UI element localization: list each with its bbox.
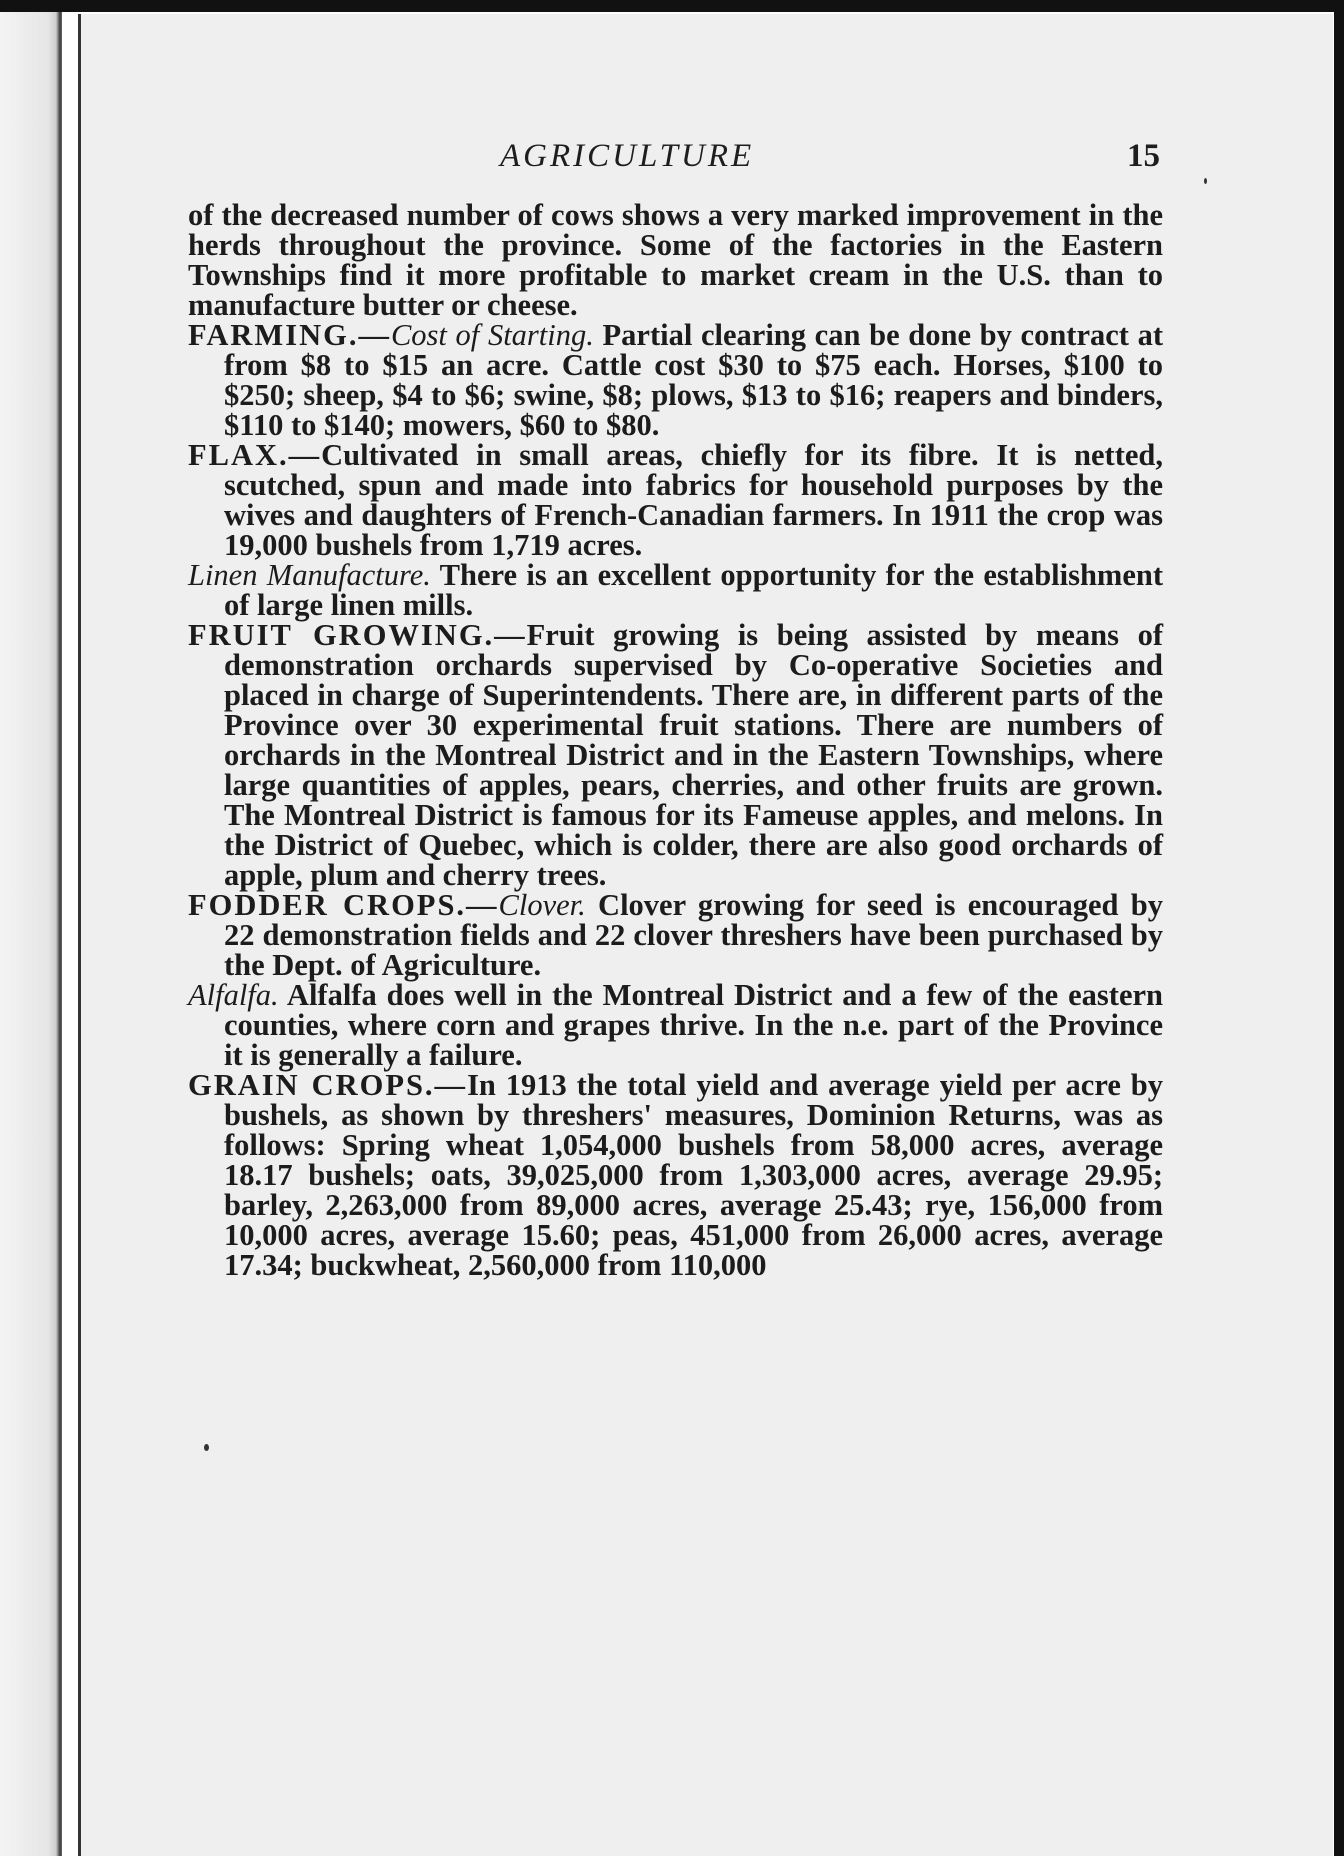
scan-top-edge — [0, 0, 1344, 12]
scan-speck — [204, 1444, 209, 1451]
paragraph-text: Partial clearing can be done by contract at from $8 to $15 an acre. Cattle cost $30 to $75 each. Horses, $100 to $250; sheep, $4 to $6; swine, $8; plows, $13 to $16; reapers and binders, $110 to $140; mowers, $60 to $80. — [224, 318, 1164, 442]
section-heading-fodder-crops: FODDER CROPS.— — [188, 888, 499, 922]
page-header — [500, 138, 1160, 178]
section-heading-fruit-growing: FRUIT GROWING.— — [188, 618, 527, 652]
paragraph-fodder — [188, 890, 1163, 980]
paragraph-text: In 1913 the total yield and average yield per acre by bushels, as shown by threshers' measures, Dominion Returns, was as follows: Spring wheat 1,054,000 bushels from 58,000 acres, average 18.17 bushels; oats, 39,025,000 from 1,303,000 acres, average 29.95; barley, 2,263,000 from 89,000 acres, average 25.43; rye, 156,000 from 10,000 acres, average 15.60; peas, 451,000 from 26,000 acres, average 17.34; buckwheat, 2,560,000 from 110,000 — [224, 1068, 1163, 1282]
subheading-alfalfa: Alfalfa. — [188, 978, 279, 1012]
paragraph-farming — [188, 320, 1163, 440]
paragraph-text: Cultivated in small areas, chiefly for its fibre. It is netted, scutched, spun and made into fabrics for household purposes by the wives and daughters of French-Canadian farmers. In 1911 the crop was 19,000 bushels from 1,719 acres. — [224, 438, 1163, 562]
subheading-cost-of-starting: Cost of Starting. — [390, 318, 594, 352]
page-body — [188, 200, 1163, 1280]
paragraph-text: Clover growing for seed is encouraged by 22 demonstration fields and 22 clover threshers have been purchased by the Dept. of Agriculture. — [224, 888, 1163, 982]
page-number: 15 — [1127, 138, 1160, 174]
paragraph-flax — [188, 440, 1163, 560]
paragraph-linen — [188, 560, 1163, 620]
section-heading-flax: FLAX.— — [188, 438, 322, 472]
section-heading-grain-crops: GRAIN CROPS.— — [188, 1068, 468, 1102]
subheading-linen-manufacture: Linen Manufacture. — [188, 558, 431, 592]
subheading-clover: Clover. — [498, 888, 586, 922]
paragraph-alfalfa — [188, 980, 1163, 1070]
section-heading-farming: FARMING.— — [188, 318, 391, 352]
paragraph-text: Fruit growing is being assisted by means of demonstration orchards supervised by Co-operative Societies and placed in charge of Superintendents. There are, in different parts of the Province over 30 experimental fruit stations. There are numbers of orchards in the Montreal District and in the Eastern Townships, where large quantities of apples, pears, cherries, and other fruits are grown. The Montreal District is famous for its Fameuse apples, and melons. In the District of Quebec, which is colder, there are also good orchards of apple, plum and cherry trees. — [224, 618, 1163, 892]
paragraph-fruit — [188, 620, 1163, 890]
book-gutter — [0, 12, 62, 1856]
paragraph-text: of the decreased number of cows shows a very marked improvement in the herds throughout the province. Some of the factories in the Eastern Townships find it more profitable to market cream in the U.S. than to manufacture butter or cheese. — [188, 198, 1163, 322]
scan-right-edge — [1334, 0, 1344, 1856]
running-title: AGRICULTURE — [500, 138, 755, 174]
paragraph-text: Alfalfa does well in the Montreal District and a few of the eastern counties, where corn and grapes thrive. In the n.e. part of the Province it is generally a failure. — [224, 978, 1163, 1072]
paragraph-cows-continued — [152, 200, 1163, 320]
paragraph-text: There is an excellent opportunity for the establishment of large linen mills. — [224, 558, 1164, 622]
scan-speck — [1204, 178, 1207, 184]
paragraph-grain — [188, 1070, 1163, 1280]
